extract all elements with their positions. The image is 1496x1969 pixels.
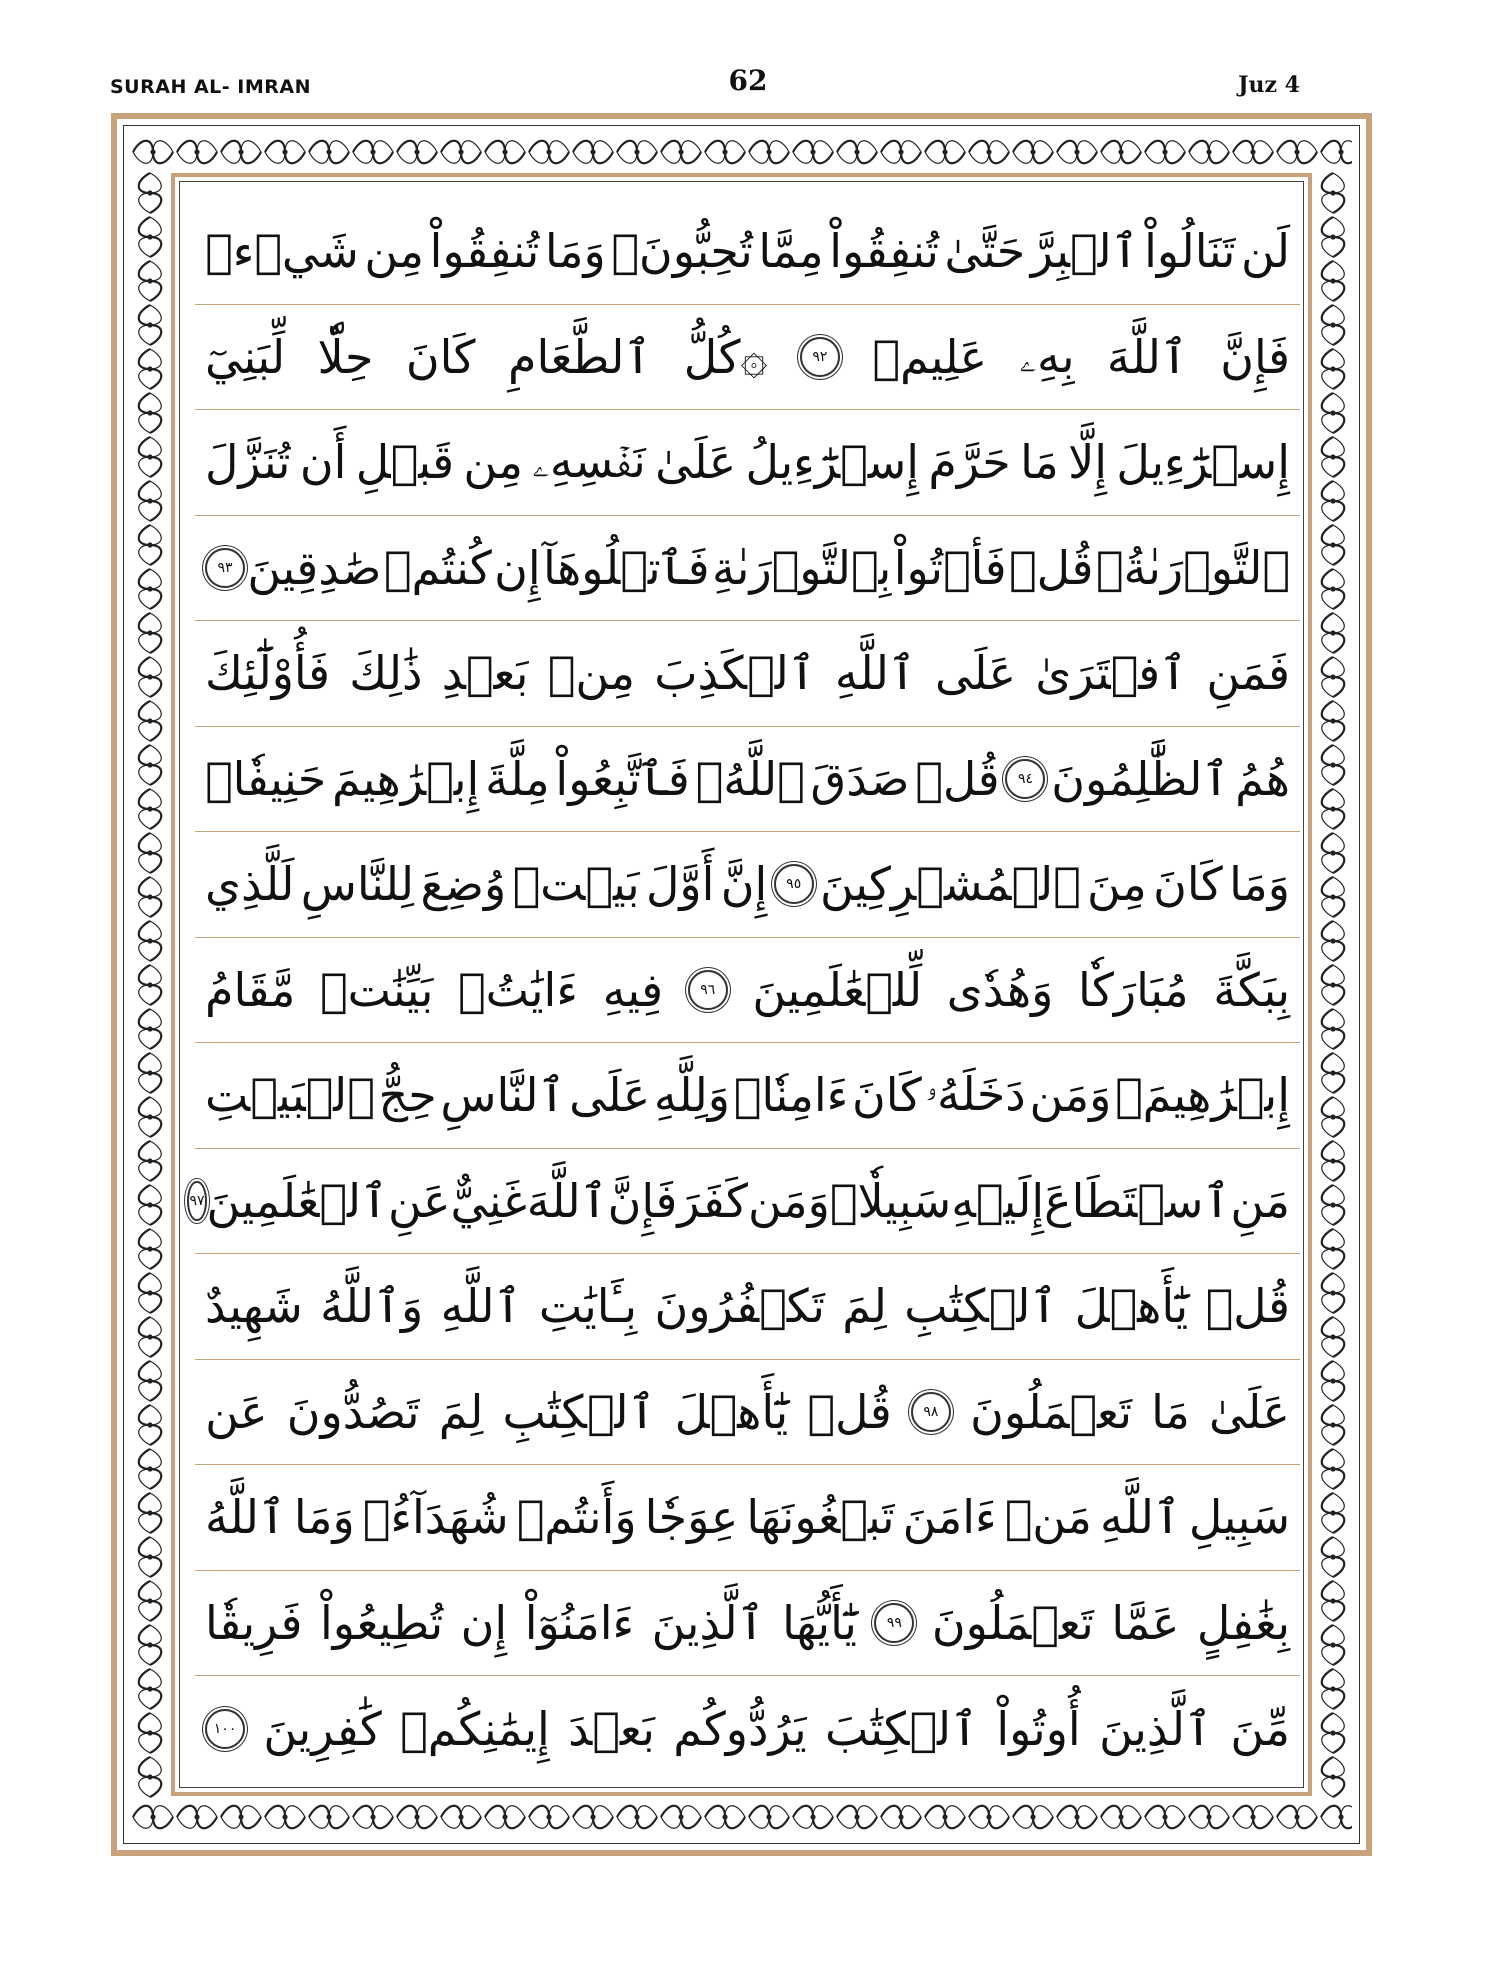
quran-word: تُحِبُّونَۚ — [611, 224, 753, 279]
quran-word: ٱلطَّعَامِ — [507, 329, 652, 384]
quran-word: إِسۡرَٰٓءِيلُ — [745, 435, 920, 490]
quran-word: فَأۡتُواْ — [893, 540, 1007, 595]
quran-word: مِمَّا — [758, 224, 824, 279]
quran-word: دَخَلَهُۥ — [925, 1067, 1026, 1122]
quran-word: لِمَ — [842, 1279, 887, 1334]
quran-word: ٱلَّذِينَ — [651, 1595, 765, 1650]
quran-line — [195, 305, 1300, 411]
quran-word: حَنِيفٗاۖ — [205, 751, 327, 806]
quran-word: كَانَ — [1153, 857, 1223, 912]
quran-word: بِغَٰفِلٍ — [1196, 1595, 1290, 1650]
ayah-number-marker: ٩٣ — [205, 548, 245, 588]
quran-word: فَٱتَّبِعُواْ — [555, 751, 690, 806]
quran-word: عَمَّا — [1111, 1595, 1180, 1650]
quran-word: قَبۡلِ — [355, 435, 455, 490]
quran-word: كَٰفِرِينَ — [263, 1701, 382, 1756]
quran-word: وَمَن — [1029, 1068, 1112, 1123]
ornament-border-left — [131, 171, 169, 1798]
quran-word: فَإِنَّ — [1220, 329, 1290, 384]
quran-word: حَتَّىٰ — [944, 224, 1026, 279]
quran-word: يَرُدُّوكُم — [673, 1701, 807, 1756]
quran-word: عِوَجٗا — [644, 1490, 739, 1545]
quran-word: لِلنَّاسِ — [300, 857, 415, 912]
quran-line — [195, 199, 1300, 305]
quran-word: بِبَكَّةَ — [1213, 962, 1290, 1017]
quran-word: ٱلۡكِتَٰبِ — [904, 1279, 1058, 1334]
page-frame — [111, 113, 1372, 1856]
quran-word: مَا — [1020, 435, 1059, 490]
quran-word: مِن — [364, 224, 425, 279]
quran-word: ٱلۡكَذِبَ — [654, 646, 816, 701]
quran-word: وَمَا — [544, 224, 606, 279]
quran-word: يَٰٓأَهۡلَ — [674, 1384, 789, 1439]
quran-word: فَمَنِ — [1206, 646, 1290, 701]
quran-word: مُبَارَكٗا — [1077, 962, 1189, 1017]
quran-line — [195, 1676, 1300, 1782]
quran-word: مِن — [463, 435, 524, 490]
ayah-number-marker: ٩٨ — [911, 1392, 951, 1432]
surah-name: SURAH AL- IMRAN — [110, 76, 311, 98]
quran-word: مِنَ — [1087, 857, 1147, 912]
quran-word: وَأَنتُمۡ — [516, 1490, 637, 1545]
quran-word: قُلۡ — [1009, 540, 1094, 595]
quran-text — [189, 199, 1300, 1782]
quran-word: ٱللَّهِ — [1099, 1490, 1181, 1545]
quran-word: ٱسۡتَطَاعَ — [1044, 1173, 1231, 1228]
quran-word: ٱلۡكِتَٰبَ — [825, 1701, 979, 1756]
quran-word: إِلَّا — [1068, 435, 1108, 490]
quran-word: فَرِيقٗا — [205, 1595, 303, 1650]
quran-word: لَن — [1240, 224, 1290, 279]
quran-word: ٱلۡمُشۡرِكِينَ — [820, 857, 1081, 912]
quran-line — [195, 410, 1300, 516]
quran-word: عَلَى — [935, 646, 1017, 701]
quran-word: ٱلۡعَٰلَمِينَ — [206, 1173, 388, 1228]
quran-word: لِمَ — [438, 1384, 484, 1439]
quran-word: تَكۡفُرُونَ — [654, 1279, 825, 1334]
ayah-number-marker: ٩٢ — [800, 337, 840, 377]
quran-word: كَانَ — [852, 1068, 922, 1123]
quran-word: إِن — [494, 540, 541, 595]
quran-word: حَرَّمَ — [928, 435, 1011, 490]
quran-word: بَعۡدِ — [441, 646, 529, 701]
quran-word: حِجُّ — [378, 1068, 437, 1123]
quran-word: تَعۡمَلُونَ — [931, 1595, 1094, 1650]
juz-label: Juz 4 — [1238, 72, 1300, 98]
quran-word: ٱللَّهُ — [205, 1490, 286, 1545]
quran-word: إِلَيۡهِ — [951, 1173, 1045, 1228]
quran-word: ۞كُلُّ — [683, 329, 768, 384]
quran-word: بَيۡتٖ — [512, 857, 640, 912]
quran-word: مِنۢ — [547, 646, 635, 701]
quran-word: وَمَا — [1229, 857, 1290, 912]
quran-word: ٱفۡتَرَىٰ — [1035, 646, 1188, 701]
quran-word: عَلِيمٞ — [872, 329, 988, 384]
quran-word: ٱللَّهَ — [1106, 329, 1188, 384]
quran-word: نَفۡسِهِۦ — [532, 434, 646, 489]
quran-word: أَوَّلَ — [645, 857, 715, 912]
quran-word: إِيمَٰنِكُمۡ — [400, 1701, 550, 1756]
quran-word: تُنفِقُواْ — [429, 224, 540, 279]
quran-word: مَنۡ — [1004, 1490, 1092, 1545]
quran-word: مَّقَامُ — [205, 962, 296, 1017]
quran-word: ٱللَّهَ — [526, 1173, 608, 1228]
quran-word: قُلۡ — [807, 1384, 892, 1439]
quran-word: يَٰٓأَيُّهَا — [782, 1595, 857, 1650]
quran-word: قُلۡ — [1205, 1279, 1290, 1334]
quran-word: فَإِنَّ — [607, 1173, 678, 1228]
quran-word: مِلَّةَ — [485, 751, 550, 806]
quran-word: إِبۡرَٰهِيمَ — [331, 751, 480, 806]
quran-word: فَٱتۡلُوهَآ — [543, 540, 710, 595]
quran-word: مِّنَ — [1230, 1701, 1290, 1756]
quran-word: شَيۡءٖ — [205, 224, 359, 279]
quran-word: بِهِۦ — [1019, 328, 1075, 383]
quran-word: ءَامَنُوٓاْ — [524, 1595, 635, 1650]
ornament-border-top — [131, 133, 1352, 171]
quran-word: كُنتُمۡ — [383, 540, 492, 595]
quran-word: لَلَّذِي — [205, 857, 295, 912]
ayah-number-marker: ٩٤ — [1005, 759, 1045, 799]
ornament-border-bottom — [131, 1798, 1352, 1836]
quran-line — [189, 1149, 1300, 1255]
quran-word: تَنَالُواْ — [1144, 224, 1236, 279]
quran-word: هُمُ — [1235, 751, 1290, 806]
quran-line — [195, 621, 1300, 727]
quran-word: وَٱللَّهُ — [320, 1279, 424, 1334]
ayah-number-marker: ٩٦ — [688, 970, 728, 1010]
quran-line — [195, 516, 1300, 622]
ayah-number-marker: ٩٥ — [774, 864, 814, 904]
quran-word: وَهُدٗى — [946, 962, 1054, 1017]
quran-word: إِن — [460, 1595, 508, 1650]
quran-word: مَا — [1151, 1384, 1190, 1439]
quran-word: ذَٰلِكَ — [349, 646, 423, 701]
quran-word: أُوتُواْ — [996, 1701, 1081, 1756]
quran-word: ٱللَّهِ — [834, 646, 916, 701]
quran-word: ٱللَّهِ — [440, 1279, 522, 1334]
ayah-number-marker: ١٠٠ — [205, 1709, 245, 1749]
quran-line — [195, 1254, 1300, 1360]
page-header — [0, 0, 1496, 110]
quran-word: تَصُدُّونَ — [286, 1384, 420, 1439]
quran-word: بَيِّنَٰتٞ — [320, 962, 434, 1017]
quran-line — [195, 832, 1300, 938]
quran-line — [195, 1360, 1300, 1466]
quran-word: سَبِيلٗاۚ — [829, 1173, 952, 1228]
quran-word: شُهَدَآءُۗ — [362, 1490, 509, 1545]
quran-line — [195, 727, 1300, 833]
quran-word: تُنَزَّلَ — [205, 435, 291, 490]
quran-word: ٱللَّهُۗ — [695, 751, 805, 806]
quran-word: عَنِ — [388, 1173, 451, 1228]
quran-word: مَنِ — [1230, 1173, 1290, 1228]
quran-word: حِلّٗا — [317, 329, 374, 384]
quran-word: عَلَىٰ — [655, 435, 737, 490]
quran-word: يَٰٓأَهۡلَ — [1074, 1279, 1189, 1334]
quran-word: ٱلظَّٰلِمُونَ — [1051, 751, 1230, 806]
quran-word: وَمَن — [747, 1173, 830, 1228]
ornament-border-right — [1314, 171, 1352, 1798]
quran-word: عَلَىٰ — [1208, 1384, 1290, 1439]
quran-word: إِنَّ — [720, 857, 768, 912]
quran-word: لِّبَنِيٓ — [205, 329, 286, 384]
quran-word: وَمَا — [293, 1490, 355, 1545]
ayah-number-marker: ٩٧ — [187, 1181, 206, 1221]
quran-word: لِّلۡعَٰلَمِينَ — [752, 962, 923, 1017]
quran-word: شَهِيدٌ — [205, 1279, 303, 1334]
quran-word: وُضِعَ — [420, 857, 507, 912]
quran-word: عَن — [205, 1384, 268, 1439]
quran-word: إِبۡرَٰهِيمَۖ — [1115, 1068, 1290, 1123]
quran-line — [195, 1571, 1300, 1677]
quran-word: غَنِيٌّ — [450, 1173, 527, 1228]
quran-word: ٱلتَّوۡرَىٰةُۚ — [1095, 540, 1290, 595]
quran-line — [195, 1043, 1300, 1149]
page-number: 62 — [728, 64, 768, 97]
quran-word: صَٰدِقِينَ — [247, 540, 382, 595]
quran-word: تَبۡغُونَهَا — [746, 1490, 895, 1545]
quran-word: أَن — [299, 435, 347, 490]
quran-line — [195, 938, 1300, 1044]
quran-word: تُطِيعُواْ — [320, 1595, 444, 1650]
quran-word: ٱلنَّاسِ — [440, 1068, 566, 1123]
quran-word: ٱلۡبَيۡتِ — [205, 1068, 375, 1123]
quran-word: ٱلۡكِتَٰبِ — [502, 1384, 656, 1439]
quran-word: سَبِيلِ — [1188, 1490, 1290, 1545]
quran-word: ءَامِنٗاۗ — [733, 1068, 849, 1123]
quran-word: ٱلَّذِينَ — [1099, 1701, 1212, 1756]
quran-word: فَأُوْلَٰٓئِكَ — [205, 646, 330, 701]
quran-word: تَعۡمَلُونَ — [970, 1384, 1133, 1439]
quran-word: بِٱلتَّوۡرَىٰةِ — [712, 540, 892, 595]
quran-word: ٱلۡبِرَّ — [1030, 224, 1139, 279]
quran-line — [195, 1465, 1300, 1571]
quran-word: كَفَرَ — [677, 1173, 748, 1228]
quran-word: تُنفِقُواْ — [829, 224, 939, 279]
quran-word: بِـَٔايَٰتِ — [538, 1279, 638, 1334]
quran-word: عَلَى — [569, 1068, 651, 1123]
quran-word: بَعۡدَ — [568, 1701, 655, 1756]
quran-word: ءَايَٰتُۢ — [457, 962, 578, 1017]
quran-word: إِسۡرَٰٓءِيلَ — [1116, 435, 1290, 490]
quran-word: فِيهِ — [602, 962, 664, 1017]
quran-word: ءَامَنَ — [902, 1490, 997, 1545]
quran-word: كَانَ — [405, 329, 476, 384]
ayah-number-marker: ٩٩ — [874, 1603, 914, 1643]
quran-word: صَدَقَ — [810, 751, 910, 806]
quran-word: قُلۡ — [915, 751, 1000, 806]
quran-word: وَلِلَّهِ — [653, 1068, 731, 1123]
